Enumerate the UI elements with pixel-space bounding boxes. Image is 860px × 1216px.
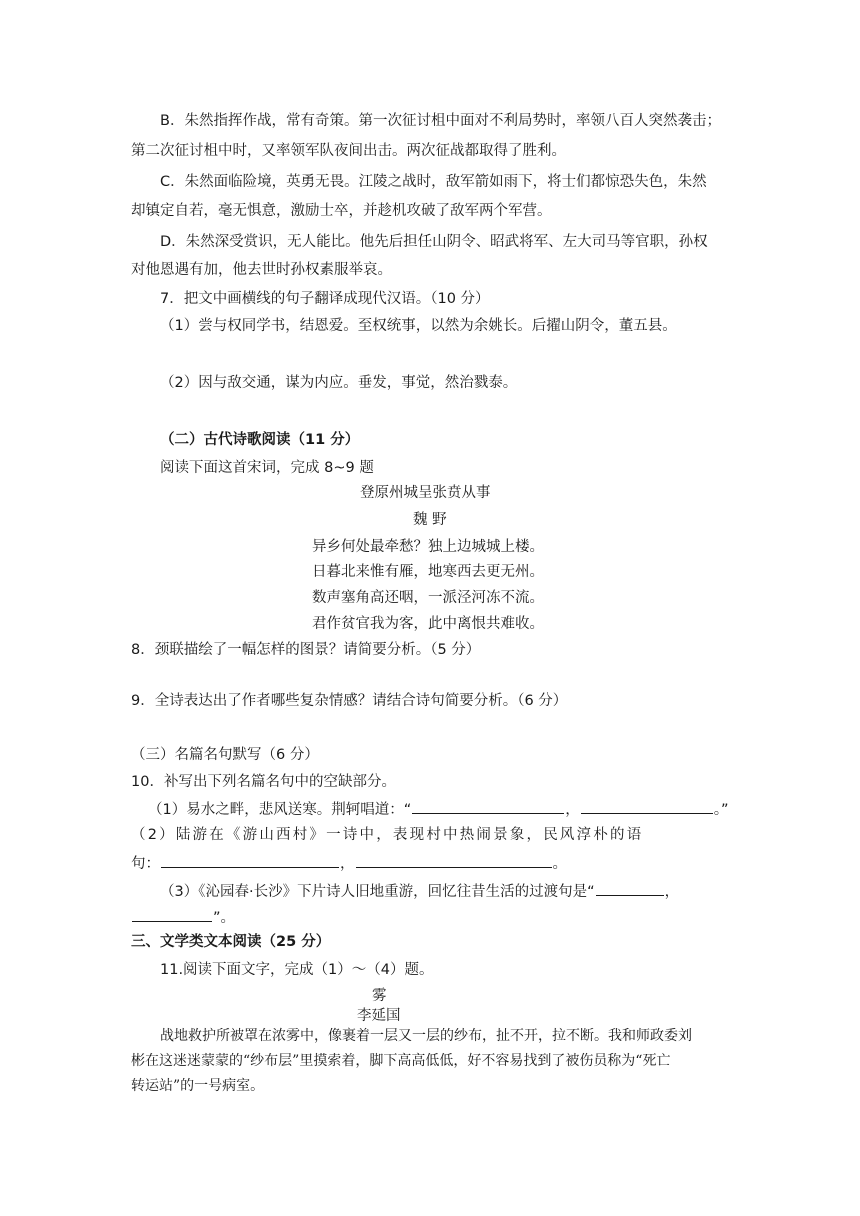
- poem-line: 数声塞角高还咽，一派泾河冻不流。: [312, 590, 544, 606]
- recite-section-heading: （三）名篇名句默写（6 分）: [131, 747, 319, 763]
- recite-item-3-line1: [160, 880, 679, 902]
- answer-blank[interactable]: [161, 852, 339, 868]
- recite-item-3-line2: [131, 906, 235, 928]
- answer-blank[interactable]: [356, 852, 552, 868]
- literature-section-heading: 三、文学类文本阅读（25 分）: [131, 934, 331, 950]
- recite-item-2-sep: ，: [340, 856, 355, 872]
- option-c-line2: 却镇定自若，毫无惧意，激励士卒，并趁机攻破了敌军两个军营。: [131, 203, 552, 219]
- recite-item-1-end: 。”: [713, 802, 729, 818]
- recite-item-3-sep: ，: [664, 884, 680, 900]
- story-paragraph-line: 彬在这迷迷蒙蒙的“纱布层”里摸索着，脚下高高低低，好不容易找到了被伤员称为“死亡: [131, 1053, 671, 1069]
- poem-title: 登原州城呈张贲从事: [360, 485, 491, 501]
- answer-blank[interactable]: [581, 798, 713, 814]
- question-8: 8．颈联描绘了一幅怎样的图景？请简要分析。（5 分）: [131, 642, 481, 658]
- option-d-line1: D．朱然深受赏识，无人能比。他先后担任山阴令、昭武将军、左大司马等官职，孙权: [160, 234, 708, 250]
- recite-item-1-sep: ，: [565, 802, 580, 818]
- answer-blank[interactable]: [596, 880, 664, 896]
- question-11: 11.阅读下面文字，完成（1）～（4）题。: [160, 962, 434, 978]
- poetry-section-heading: （二）古代诗歌阅读（11 分）: [160, 432, 360, 448]
- recite-item-2-prefix: 句：: [131, 856, 160, 872]
- poem-line: 异乡何处最牵愁？独上边城城上楼。: [312, 539, 544, 555]
- option-b-line1: B．朱然指挥作战，常有奇策。第一次征讨柤中面对不利局势时，率领八百人突然袭击；: [160, 113, 721, 129]
- poem-line: 君作贫官我为客，此中离恨共难收。: [312, 616, 544, 632]
- answer-blank[interactable]: [132, 906, 212, 922]
- answer-blank[interactable]: [412, 798, 564, 814]
- question-7-sentence-1: （1）尝与权同学书，结恩爱。至权统事，以然为余姚长。后擢山阴令，董五县。: [160, 318, 677, 334]
- recite-item-1-prefix: （1）易水之畔，悲风送寒。荆轲唱道：“: [148, 802, 412, 818]
- recite-item-3-end: ”。: [213, 910, 236, 926]
- recite-item-2-line1: （2）陆游在《游山西村》一诗中，表现村中热闹景象，民风淳朴的语: [131, 827, 644, 843]
- poetry-intro: 阅读下面这首宋词，完成 8~9 题: [160, 460, 374, 476]
- recite-item-2-end: 。: [552, 856, 567, 872]
- recite-item-3-prefix: （3）《沁园春·长沙》下片诗人旧地重游，回忆往昔生活的过渡句是“: [160, 884, 595, 900]
- poem-line: 日暮北来惟有雁，地寒西去更无州。: [312, 564, 544, 580]
- option-d-line2: 对他恩遇有加，他去世时孙权素服举哀。: [131, 262, 392, 278]
- question-7-sentence-2: （2）因与敌交通，谋为内应。垂发，事觉，然治戮泰。: [160, 375, 518, 391]
- story-author: 李延国: [357, 1008, 401, 1024]
- question-7-title: 7．把文中画横线的句子翻译成现代汉语。（10 分）: [160, 291, 490, 307]
- question-10: 10．补写出下列名篇名句中的空缺部分。: [131, 774, 396, 790]
- option-b-line2: 第二次征讨柤中时，又率领军队夜间出击。两次征战都取得了胜利。: [131, 143, 566, 159]
- recite-item-1: [148, 798, 729, 820]
- story-paragraph-line: 战地救护所被罩在浓雾中，像裹着一层又一层的纱布，扯不开，拉不断。我和师政委刘: [160, 1028, 692, 1044]
- question-9: 9．全诗表达出了作者哪些复杂情感？请结合诗句简要分析。（6 分）: [131, 693, 568, 709]
- recite-item-2-line2: [131, 852, 567, 874]
- story-title: 雾: [372, 988, 387, 1004]
- story-paragraph-line: 转运站”的一号病室。: [131, 1078, 265, 1094]
- option-c-line1: C．朱然面临险境，英勇无畏。江陵之战时，敌军箭如雨下，将士们都惊恐失色，朱然: [160, 174, 707, 190]
- poem-author: 魏 野: [413, 512, 447, 528]
